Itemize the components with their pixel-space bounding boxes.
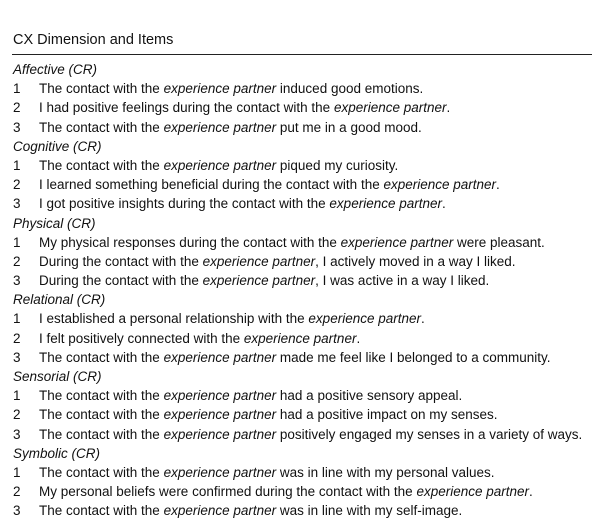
item-row [12, 271, 592, 290]
item-text-part: The contact with the [39, 407, 164, 423]
item-row [12, 386, 592, 405]
item-number: 3 [13, 196, 21, 212]
item-row [12, 463, 592, 482]
item-row [12, 425, 592, 444]
item-number: 2 [13, 253, 21, 269]
item-number: 2 [13, 484, 21, 500]
item-row [12, 348, 592, 367]
item-text [39, 309, 425, 328]
item-text-part: I felt positively connected with the [39, 330, 244, 346]
item-text-italic: experience partner [329, 196, 442, 212]
item-row [12, 309, 592, 328]
item-text [39, 405, 498, 424]
item-number: 2 [13, 407, 21, 423]
section-title: Physical (CR) [13, 215, 96, 231]
item-text-italic: experience partner [202, 253, 316, 269]
item-text-part: The contact with the [39, 388, 164, 404]
item-text-italic: experience partner [340, 234, 454, 250]
item-text-italic: experience partner [163, 388, 277, 404]
item-text [39, 425, 582, 444]
item-text [39, 386, 462, 405]
item-number: 1 [13, 388, 21, 404]
item-text-part: . [421, 311, 425, 327]
item-number: 1 [13, 157, 21, 173]
item-row [12, 175, 592, 194]
item-text-part: induced good emotions. [276, 81, 424, 97]
item-number: 1 [13, 234, 21, 250]
table-header [12, 0, 592, 48]
item-row [12, 405, 592, 424]
item-text [39, 252, 516, 271]
item-number: 3 [13, 119, 21, 135]
item-text-italic: experience partner [163, 464, 277, 480]
item-text-part: During the contact with the [39, 253, 203, 269]
cx-items-table [12, 0, 592, 519]
item-text-italic: experience partner [163, 119, 277, 135]
item-number: 3 [13, 273, 21, 289]
item-row [12, 118, 592, 137]
item-text [39, 463, 495, 482]
section-title: Symbolic (CR) [13, 445, 101, 461]
item-text [39, 194, 446, 213]
item-number: 3 [13, 349, 21, 365]
item-text-part: had a positive impact on my senses. [276, 407, 498, 423]
item-text-part: . [496, 177, 500, 193]
item-text-part: I had positive feelings during the contact with the [39, 100, 334, 116]
section-title: Relational (CR) [13, 292, 106, 308]
item-text-italic: experience partner [333, 100, 447, 116]
item-text [39, 348, 551, 367]
item-row [12, 98, 592, 117]
section-title: Cognitive (CR) [13, 138, 102, 154]
item-text-part: I learned something beneficial during the contact with the [39, 177, 384, 193]
item-row [12, 233, 592, 252]
item-text-part: The contact with the [39, 426, 164, 442]
item-text-part: I established a personal relationship with the [39, 311, 309, 327]
item-text [39, 482, 533, 501]
item-text [39, 175, 500, 194]
item-text-part: The contact with the [39, 349, 164, 365]
item-text-italic: experience partner [163, 407, 277, 423]
item-number: 3 [13, 426, 21, 442]
item-text-part: My physical responses during the contact with the [39, 234, 341, 250]
item-text-italic: experience partner [416, 484, 530, 500]
item-text-part: . [356, 330, 361, 346]
item-text-italic: experience partner [163, 349, 277, 365]
item-text-part: . [442, 196, 446, 212]
item-text [39, 233, 545, 252]
item-text-italic: experience partner [163, 157, 277, 173]
item-row [12, 501, 592, 520]
section-title: Affective (CR) [13, 62, 98, 77]
item-text-part: The contact with the [39, 81, 164, 97]
item-row [12, 156, 592, 175]
item-number: 2 [13, 330, 21, 346]
item-text-part: During the contact with the [39, 273, 203, 289]
item-row [12, 252, 592, 271]
item-row [12, 194, 592, 213]
item-text-part: . [446, 100, 451, 116]
item-text-part: , I actively moved in a way I liked. [315, 253, 516, 269]
item-text [39, 156, 398, 175]
item-text [39, 79, 423, 98]
item-text-italic: experience partner [308, 311, 421, 327]
item-text-part: was in line with my personal values. [276, 464, 495, 480]
item-number: 3 [13, 503, 21, 519]
item-number: 1 [13, 464, 21, 480]
item-text-part: piqued my curiosity. [276, 157, 399, 173]
item-number: 2 [13, 177, 21, 193]
item-text-part: My personal beliefs were confirmed during the contact with the [39, 484, 417, 500]
item-text-part: . [529, 484, 533, 500]
item-text-italic: experience partner [202, 273, 316, 289]
item-text [39, 98, 450, 117]
item-text-part: The contact with the [39, 119, 164, 135]
item-text-part: The contact with the [39, 503, 164, 519]
table-header-label: CX Dimension and Items [13, 32, 174, 48]
item-text-part: had a positive sensory appeal. [276, 388, 463, 404]
section-title: Sensorial (CR) [13, 369, 102, 384]
item-text-part: The contact with the [39, 464, 164, 480]
item-number: 2 [13, 100, 21, 116]
item-text [39, 501, 462, 520]
item-text [39, 118, 422, 137]
item-text-part: positively engaged my senses in a variety of ways. [276, 426, 583, 442]
item-text-part: The contact with the [39, 157, 164, 173]
item-text-italic: experience partner [383, 177, 497, 193]
item-text-part: was in line with my self-image. [276, 503, 463, 519]
item-row [12, 329, 592, 348]
item-text [39, 271, 489, 290]
table-body [12, 60, 592, 521]
header-rule [12, 54, 592, 55]
item-text-italic: experience partner [243, 330, 357, 346]
item-text-italic: experience partner [163, 81, 277, 97]
item-row [12, 482, 592, 501]
item-text-part: I got positive insights during the contact with the [39, 196, 330, 212]
item-number: 1 [13, 81, 21, 97]
item-text-part: , I was active in a way I liked. [315, 273, 490, 289]
item-text [39, 329, 360, 348]
item-text-part: put me in a good mood. [276, 119, 422, 135]
item-text-italic: experience partner [163, 426, 277, 442]
item-row [12, 79, 592, 98]
item-text-italic: experience partner [163, 503, 277, 519]
item-number: 1 [13, 311, 21, 327]
item-text-part: were pleasant. [453, 234, 545, 250]
item-text-part: made me feel like I belonged to a community. [276, 349, 551, 365]
